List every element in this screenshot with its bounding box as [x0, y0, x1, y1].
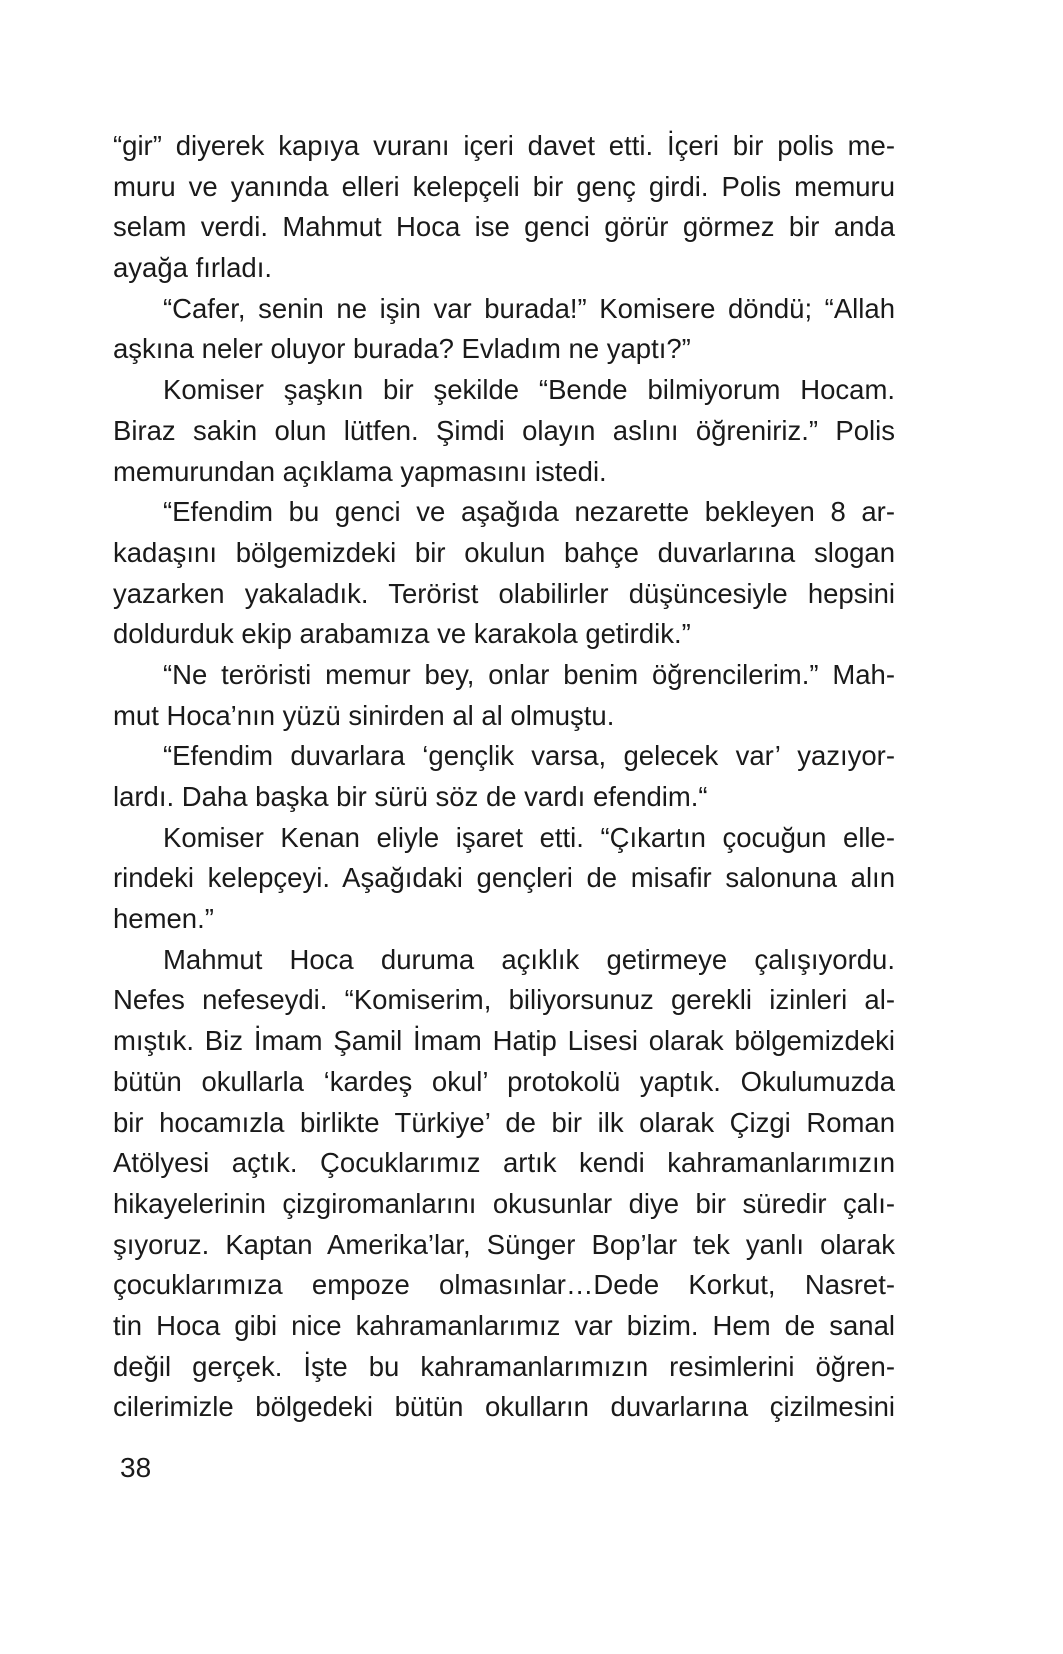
text-line: cilerimizle bölgedeki bütün okulların duvarlarına çizilmesini	[113, 1391, 895, 1423]
paragraph	[113, 492, 895, 655]
text-line: Komiser Kenan eliyle işaret etti. “Çıkartın çocuğun elle-	[163, 821, 895, 853]
text-line: Atölyesi açtık. Çocuklarımız artık kendi kahramanlarımızın	[113, 1147, 895, 1179]
text-line: kadaşını bölgemizdeki bir okulun bahçe duvarlarına slogan	[113, 536, 895, 568]
text-line: mıştık. Biz İmam Şamil İmam Hatip Lisesi olarak bölgemizdeki	[113, 1025, 895, 1057]
paragraph	[113, 370, 895, 492]
text-line: hikayelerinin çizgiromanlarını okusunlar diye bir süredir çalı-	[113, 1187, 895, 1219]
paragraph	[113, 655, 895, 736]
text-line: şıyoruz. Kaptan Amerika’lar, Sünger Bop’lar tek yanlı olarak	[113, 1228, 895, 1260]
paragraph	[113, 940, 895, 1428]
text-line: Mahmut Hoca duruma açıklık getirmeye çalışıyordu.	[163, 943, 895, 975]
text-line: rindeki kelepçeyi. Aşağıdaki gençleri de misafir salonuna alın	[113, 862, 895, 894]
paragraph	[113, 289, 895, 370]
text-line: memurundan açıklama yapmasını istedi.	[113, 455, 607, 487]
text-line: Biraz sakin olun lütfen. Şimdi olayın aslını öğreniriz.” Polis	[113, 414, 895, 446]
page-body-text	[113, 126, 895, 1428]
text-line: “Efendim bu genci ve aşağıda nezarette bekleyen 8 ar-	[163, 496, 895, 528]
text-line: selam verdi. Mahmut Hoca ise genci görür görmez bir anda	[113, 211, 895, 243]
text-line: çocuklarımıza empoze olmasınlar…Dede Korkut, Nasret-	[113, 1269, 895, 1301]
text-line: Nefes nefeseydi. “Komiserim, biliyorsunuz gerekli izinleri al-	[113, 984, 895, 1016]
text-line: “Efendim duvarlara ‘gençlik varsa, gelecek var’ yazıyor-	[163, 740, 895, 772]
text-line: değil gerçek. İşte bu kahramanlarımızın resimlerini öğren-	[113, 1350, 895, 1382]
text-line: Komiser şaşkın bir şekilde “Bende bilmiyorum Hocam.	[163, 374, 895, 406]
text-line: “Cafer, senin ne işin var burada!” Komisere döndü; “Allah	[163, 292, 895, 324]
text-line: hemen.”	[113, 903, 214, 935]
text-line: lardı. Daha başka bir sürü söz de vardı efendim.“	[113, 781, 708, 812]
text-line: “gir” diyerek kapıya vuranı içeri davet etti. İçeri bir polis me-	[113, 130, 895, 161]
text-line: doldurduk ekip arabamıza ve karakola getirdik.”	[113, 618, 691, 650]
text-line: tin Hoca gibi nice kahramanlarımız var bizim. Hem de sanal	[113, 1309, 895, 1341]
page-number: 38	[120, 1452, 152, 1483]
text-line: bütün okullarla ‘kardeş okul’ protokolü yaptık. Okulumuzda	[113, 1065, 895, 1097]
text-line: yazarken yakaladık. Terörist olabilirler düşüncesiyle hepsini	[113, 577, 895, 609]
paragraph	[113, 736, 895, 817]
text-line: muru ve yanında elleri kelepçeli bir genç girdi. Polis memuru	[113, 170, 895, 202]
paragraph	[113, 818, 895, 940]
text-line: ayağa fırladı.	[113, 252, 272, 284]
text-line: mut Hoca’nın yüzü sinirden al al olmuştu.	[113, 699, 615, 731]
text-line: aşkına neler oluyor burada? Evladım ne yaptı?”	[113, 333, 691, 365]
text-line: “Ne teröristi memur bey, onlar benim öğrencilerim.” Mah-	[163, 658, 895, 690]
text-line: bir hocamızla birlikte Türkiye’ de bir ilk olarak Çizgi Roman	[113, 1106, 895, 1138]
paragraph	[113, 126, 895, 289]
